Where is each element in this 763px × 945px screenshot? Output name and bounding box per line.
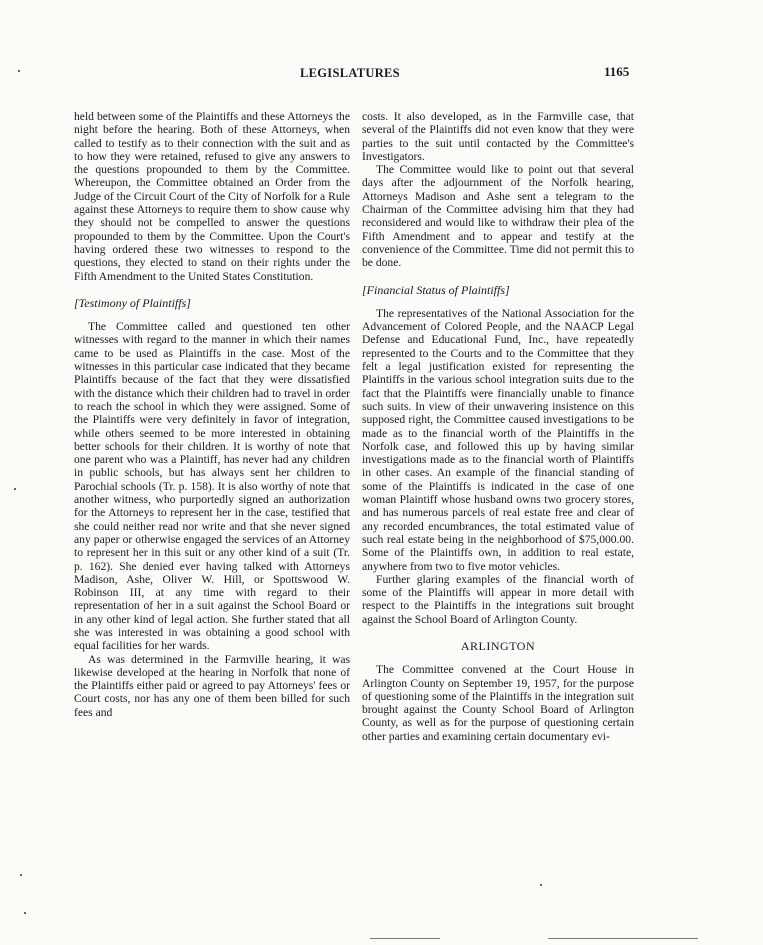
subheading: ARLINGTON (460, 638, 536, 653)
paragraph: As was determined in the Farmville hearing, it was likewise developed at the hearing in Norfolk that none of the Plaintiffs either paid or agreed to pay Attorneys' fees or Court costs, nor has any one of them been billed for such fees and (74, 652, 350, 719)
running-head: LEGISLATURES (300, 66, 400, 80)
section-heading: [Financial Status of Plaintiffs] (362, 282, 510, 297)
page-header (0, 62, 763, 82)
right-column (362, 110, 634, 743)
scan-speck (18, 70, 20, 72)
paragraph: Further glaring examples of the financial worth of some of the Plaintiffs will appear in more detail with respect to the Plaintiffs in the integrations suit brought against the School Board of Arlington County. (362, 572, 634, 626)
paragraph: The representatives of the National Association for the Advancement of Colored People, and the NAACP Legal Defense and Educational Fund, Inc., have repeatedly represented to the Courts and to the Committee that they felt a legal justification existed for representing the Plaintiffs in the various school integration suits due to the fact that the Plaintiffs were financially unable to finance such suits. In view of their unwavering insistence on this supposed right, the Committee caused investigations to be made as to the financial worth of the Plaintiffs in the Norfolk case, and followed this up by having similar investigations made as to the financial worth of Plaintiffs in other cases. An example of the financial standing of some of the Plaintiffs is indicated in the case of one woman Plaintiff whose husband owns two grocery stores, and has numerous parcels of real estate free and clear of any recorded encumbrances, the total estimated value of such real estate being in the neighborhood of $75,000.00. Some of the Plaintiffs own, in addition to real estate, anywhere from two to five motor vehicles. (362, 306, 634, 573)
paragraph: costs. It also developed, as in the Farmville case, that several of the Plaintiffs did not even know that they were parties to the suit until contacted by the Committee's Investigators. (362, 110, 634, 163)
scan-edge-line (548, 938, 698, 939)
paragraph: held between some of the Plaintiffs and these Attorneys the night before the hearing. Both of these Attorneys, when called to testify as to their connection with the suit and as to how they were retained, refused to give any answers to the questions propounded to them by the Committee. Whereupon, the Committee obtained an Order from the Judge of the Circuit Court of the City of Norfolk for a Rule against these Attorneys to require them to show cause why they should not be compelled to answer the questions propounded to them by the Committee. Upon the Court's having ordered these two witnesses to respond to the questions, they elected to stand on their rights under the Fifth Amendment to the United States Constitution. (74, 110, 350, 283)
paragraph: The Committee would like to point out that several days after the adjournment of the Norfolk hearing, Attorneys Madison and Ashe sent a telegram to the Chairman of the Committee advising him that they had reconsidered and would like to withdraw their plea of the Fifth Amendment and to appear and testify at the convenience of the Committee. Time did not permit this to be done. (362, 163, 634, 270)
scan-speck (24, 912, 26, 914)
page-number: 1165 (604, 64, 630, 79)
paragraph: The Committee called and questioned ten other witnesses with regard to the manner in which their names came to be used as Plaintiffs in the case. Most of the witnesses in this particular case indicated that they became Plaintiffs because of the fact that they were dissatisfied with the distance which their children had to travel in order to reach the school in which they were assigned. Some of the Plaintiffs were very definitely in favor of integration, while others seemed to be more interested in obtaining better schools for their children. It is worthy of note that one parent who was a Plaintiff, has never had any children in public schools, but has always sent her children to Parochial schools (Tr. p. 158). It is also worthy of note that another witness, who purportedly signed an authorization for the Attorneys to represent her in the case, testified that she could neither read nor write and that she never signed any paper or otherwise engaged the services of an Attorney to represent her in this suit or any other kind of a suit (Tr. p. 162). She denied ever having talked with Attorneys Madison, Ashe, Oliver W. Hill, or Spottswood W. Robinson III, at any time with regard to their representation of her in a suit against the School Board or in any other kind of legal action. She further stated that all she was interested in was obtaining a good school with equal facilities for her wards. (74, 320, 350, 653)
scan-speck (20, 874, 22, 876)
scan-speck (14, 488, 16, 490)
left-column (74, 110, 350, 719)
scan-speck (540, 884, 542, 886)
section-heading: [Testimony of Plaintiffs] (74, 295, 191, 310)
scan-edge-line (370, 938, 440, 939)
paragraph: The Committee convened at the Court House in Arlington County on September 19, 1957, for the purpose of questioning some of the Plaintiffs in the integration suit brought against the County School Board of Arlington County, as well as for the purpose of questioning certain other parties and examining certain documentary evi- (362, 663, 634, 743)
